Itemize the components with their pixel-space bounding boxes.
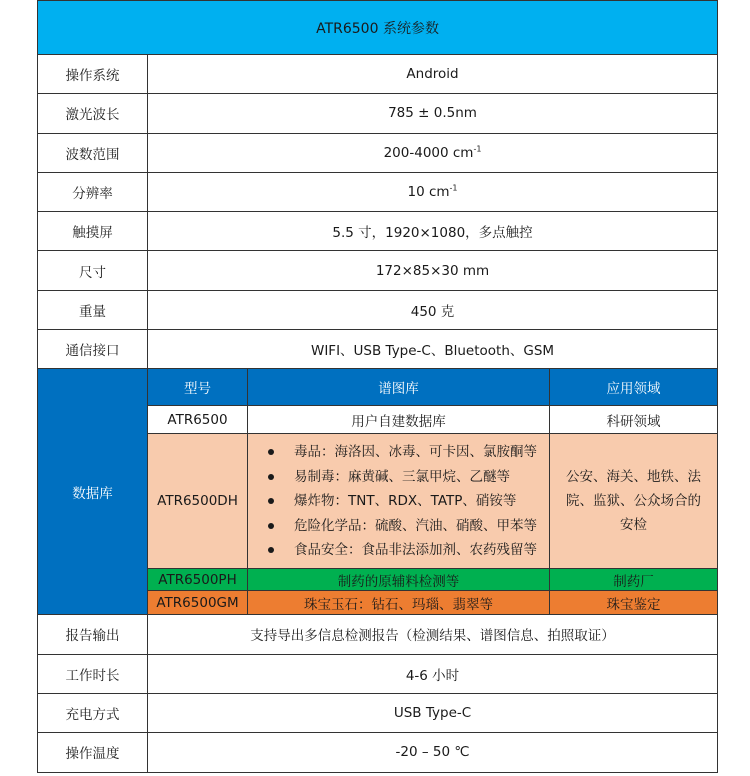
model-cell: ATR6500DH — [148, 434, 248, 569]
header-model: 型号 — [148, 369, 248, 406]
library-cell: 珠宝玉石：钻石、玛瑙、翡翠等 — [248, 591, 550, 615]
application-cell: 珠宝鉴定 — [550, 591, 718, 615]
spec-value-text: 10 cm — [407, 184, 450, 201]
list-item — [264, 489, 545, 513]
spec-value: Android — [148, 55, 718, 94]
list-item-text: 毒品：海洛因、冰毒、可卡因、氯胺酮等 — [294, 444, 537, 461]
bullet-icon — [268, 547, 274, 553]
list-item-text: 食品安全：食品非法添加剂、农药残留等 — [294, 541, 537, 558]
library-list — [252, 434, 545, 568]
list-item — [264, 538, 545, 562]
spec-value: 支持导出多信息检测报告（检测结果、谱图信息、拍照取证） — [148, 615, 718, 654]
list-item — [264, 440, 545, 464]
spec-label: 尺寸 — [38, 251, 148, 290]
spec-row — [38, 212, 718, 251]
library-cell — [248, 434, 550, 569]
spec-row — [38, 133, 718, 172]
spec-label: 操作温度 — [38, 733, 148, 772]
database-header-row — [38, 369, 718, 406]
list-item — [264, 465, 545, 489]
spec-row — [38, 172, 718, 211]
bullet-icon — [268, 523, 274, 529]
spec-label: 充电方式 — [38, 693, 148, 732]
bullet-icon — [268, 449, 274, 455]
spec-value — [148, 133, 718, 172]
spec-row — [38, 615, 718, 654]
list-item-text: 爆炸物：TNT、RDX、TATP、硝铵等 — [294, 493, 517, 510]
library-cell: 制药的原辅料检测等 — [248, 569, 550, 591]
bullet-icon — [268, 474, 274, 480]
spec-row — [38, 654, 718, 693]
spec-value: -20 – 50 ℃ — [148, 733, 718, 772]
spec-row — [38, 55, 718, 94]
title-row — [38, 1, 718, 55]
header-library: 谱图库 — [248, 369, 550, 406]
application-cell — [550, 434, 718, 569]
spec-label: 报告输出 — [38, 615, 148, 654]
model-cell: ATR6500PH — [148, 569, 248, 591]
list-item-text: 危险化学品：硫酸、汽油、硝酸、甲苯等 — [294, 517, 537, 534]
spec-value: 4-6 小时 — [148, 654, 718, 693]
spec-row — [38, 330, 718, 369]
superscript: -1 — [449, 183, 458, 193]
spec-row — [38, 251, 718, 290]
spec-value: 172×85×30 mm — [148, 251, 718, 290]
spec-label: 通信接口 — [38, 330, 148, 369]
model-cell: ATR6500GM — [148, 591, 248, 615]
spec-value — [148, 172, 718, 211]
spec-row — [38, 733, 718, 772]
superscript: -1 — [473, 144, 482, 154]
database-label: 数据库 — [38, 369, 148, 615]
spec-label: 触摸屏 — [38, 212, 148, 251]
spec-value: USB Type-C — [148, 693, 718, 732]
model-cell: ATR6500 — [148, 406, 248, 434]
application-cell: 制药厂 — [550, 569, 718, 591]
application-cell: 科研领域 — [550, 406, 718, 434]
application-text: 公安、海关、地铁、法院、监狱、公众场合的安检 — [566, 469, 702, 534]
library-cell: 用户自建数据库 — [248, 406, 550, 434]
list-item-text: 易制毒：麻黄碱、三氯甲烷、乙醚等 — [294, 468, 510, 485]
header-application: 应用领域 — [550, 369, 718, 406]
spec-label: 操作系统 — [38, 55, 148, 94]
spec-value: WIFI、USB Type-C、Bluetooth、GSM — [148, 330, 718, 369]
spec-label: 波数范围 — [38, 133, 148, 172]
spec-table — [37, 0, 718, 773]
spec-label: 重量 — [38, 290, 148, 329]
spec-value: 5.5 寸，1920×1080，多点触控 — [148, 212, 718, 251]
spec-value: 450 克 — [148, 290, 718, 329]
spec-value: 785 ± 0.5nm — [148, 94, 718, 133]
spec-label: 激光波长 — [38, 94, 148, 133]
spec-label: 工作时长 — [38, 654, 148, 693]
table-title: ATR6500 系统参数 — [38, 1, 718, 55]
spec-label: 分辨率 — [38, 172, 148, 211]
spec-value-text: 200-4000 cm — [383, 144, 474, 161]
bullet-icon — [268, 498, 274, 504]
spec-row — [38, 94, 718, 133]
list-item — [264, 514, 545, 538]
spec-row — [38, 693, 718, 732]
spec-row — [38, 290, 718, 329]
